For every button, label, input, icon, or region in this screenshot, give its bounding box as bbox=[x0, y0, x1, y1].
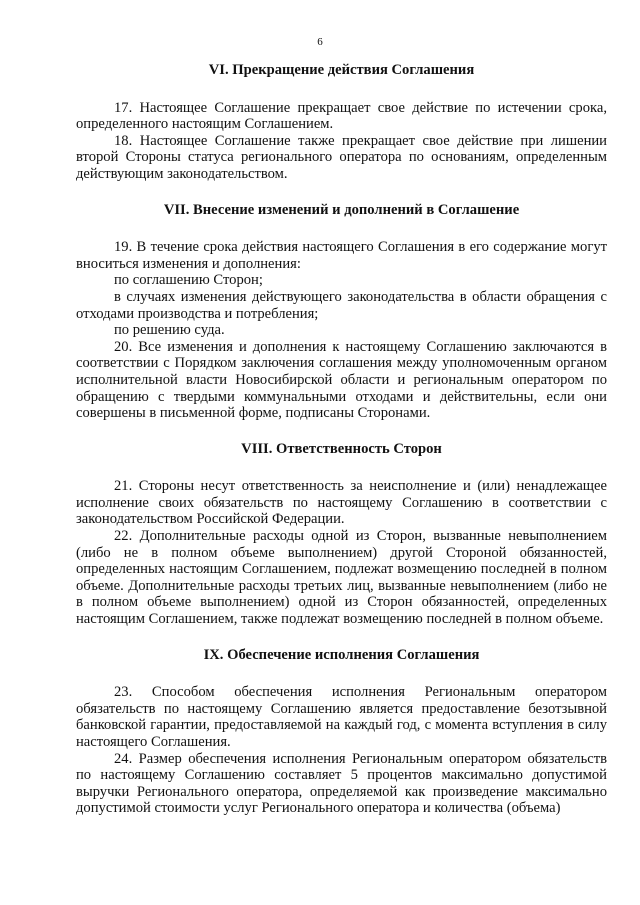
paragraph-19-item-legislation: в случаях изменения действующего законодательства в области обращения с отходами производства и потребления; bbox=[76, 288, 607, 322]
paragraph-19-item-agreement: по соглашению Сторон; bbox=[114, 272, 263, 289]
paragraph-19: 19. В течение срока действия настоящего Соглашения в его содержание могут вноситься изменения и дополнения: bbox=[76, 239, 607, 272]
paragraph-24: 24. Размер обеспечения исполнения Региональным оператором обязательств по настоящему Соглашению составляет 5 процентов максимально допустимой выручки Регионального оператора, определяемой как произведение максимально допустимой стоимости услуг Регионального оператора и количества (объема) bbox=[76, 750, 607, 817]
spacer bbox=[76, 628, 607, 647]
paragraph-19-item-court: по решению суда. bbox=[114, 322, 225, 339]
spacer bbox=[76, 457, 607, 478]
paragraph-22: 22. Дополнительные расходы одной из Сторон, вызванные невыполнением (либо не в полном объеме выполнением) другой Стороной обязанностей, определенных настоящим Соглашением, подлежат возмещению последней в полном объеме. Дополнительные расходы третьих лиц, вызванные невыполнением (либо не в полном объеме выполнением) одной из Сторон обязанностей, определенных настоящим Соглашением, также подлежат возмещению последней в полном объеме. bbox=[76, 528, 607, 628]
spacer bbox=[76, 218, 607, 239]
paragraph-23: 23. Способом обеспечения исполнения Региональным оператором обязательств по настоящему Соглашению является предоставление безотзывной банковской гарантии, предоставляемой на каждый год, с момента вступления в силу настоящего Соглашения. bbox=[76, 684, 607, 750]
section-title-responsibility: VIII. Ответственность Сторон bbox=[241, 440, 442, 457]
paragraph-18: 18. Настоящее Соглашение также прекращает свое действие при лишении второй Стороны статуса регионального оператора по основаниям, определенным действующим законодательством. bbox=[76, 132, 607, 182]
spacer bbox=[76, 422, 607, 441]
section-title-amendments: VII. Внесение изменений и дополнений в Соглашение bbox=[163, 201, 520, 218]
spacer bbox=[76, 79, 607, 100]
paragraph-21: 21. Стороны несут ответственность за неисполнение и (или) ненадлежащее исполнение своих обязательств по настоящему Соглашению в соответствии с законодательством Российской Федерации. bbox=[76, 478, 607, 528]
page-number: 6 bbox=[317, 36, 323, 48]
paragraph-17: 17. Настоящее Соглашение прекращает свое действие по истечении срока, определенного настоящим Соглашением. bbox=[76, 99, 607, 133]
section-title-termination: VI. Прекращение действия Соглашения bbox=[208, 62, 475, 78]
spacer bbox=[76, 663, 607, 684]
spacer bbox=[76, 183, 607, 202]
section-title-security: IX. Обеспечение исполнения Соглашения bbox=[203, 646, 480, 663]
document-body bbox=[76, 62, 607, 817]
paragraph-20: 20. Все изменения и дополнения к настоящему Соглашению заключаются в соответствии с Порядком заключения соглашения между уполномоченным органом исполнительной власти Новосибирской области и региональным оператором по обращению с твердыми коммунальными отходами и действительны, если они совершены в письменной форме, подписаны Сторонами. bbox=[76, 338, 607, 422]
